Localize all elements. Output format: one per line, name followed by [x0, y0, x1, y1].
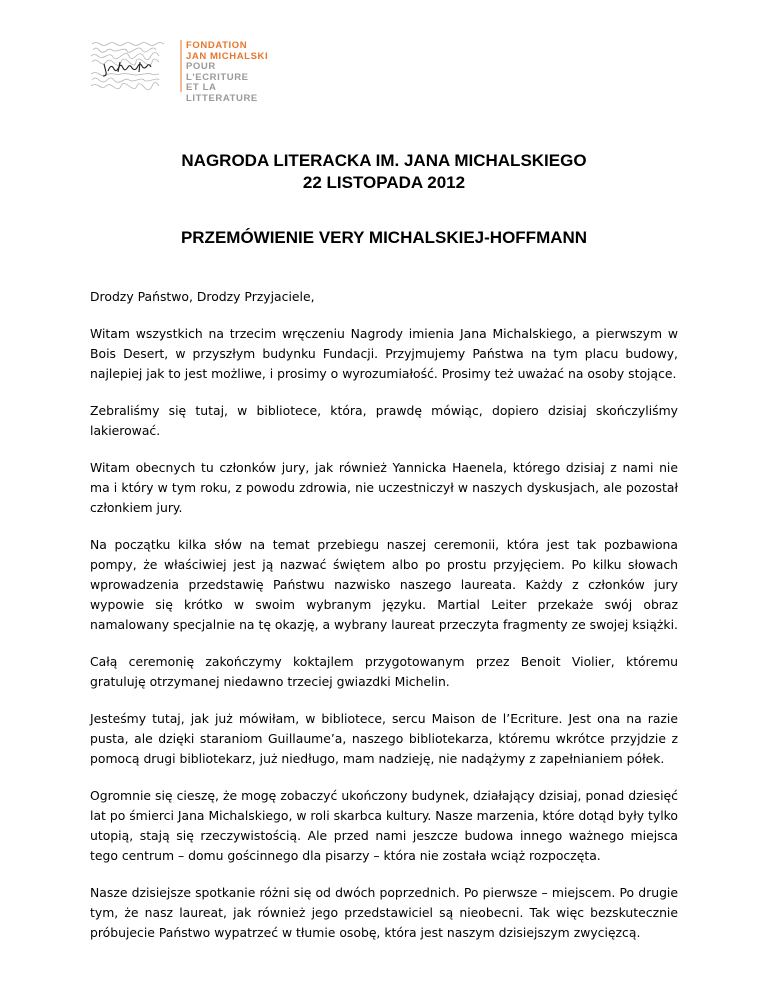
logo-text-line: FONDATION [186, 40, 248, 51]
paragraph-greeting: Drodzy Państwo, Drodzy Przyjaciele, [90, 289, 315, 304]
logo-text-line: L'ECRITURE [186, 71, 249, 83]
logo-text-line: ET LA [186, 82, 217, 93]
logo-text-line: LITTERATURE [186, 92, 258, 104]
document-subtitle: PRZEMÓWIENIE VERY MICHALSKIEJ-HOFFMANN [180, 228, 588, 247]
paragraph: Całą ceremonię zakończymy koktajlem przygotowanym przez Benoit Violier, któremu gratuluję otrzymanej niedawno trzeciej gwiazdki Michelin. [90, 654, 678, 689]
paragraph: Zebraliśmy się tutaj, w bibliotece, która, prawdę mówiąc, dopiero dzisiaj skończyliśmy lakierować. [90, 403, 678, 438]
paragraph: Na początku kilka słów na temat przebiegu naszej ceremonii, która jest tak pozbawiona pompy, że właściwiej jest ją nazwać świętem albo po prostu przyjęciem. Po kilku słowach wprowadzenia przedstawię Państwu nazwisko naszego laureata. Każdy z członków jury wypowie się krótko w swoim wybranym języku. Martial Leiter przekaże swój obraz namalowany specjalnie na tę okazję, a wybrany laureat przeczyta fragmenty ze swojej książki. [90, 537, 678, 632]
paragraph: Nasze dzisiejsze spotkanie różni się od dwóch poprzednich. Po pierwsze – miejscem. Po drugie tym, że nasz laureat, jak również jego przedstawiciel są nieobecni. Tak więc bezskutecznie próbujecie Państwo wypatrzeć w tłumie osobę, która jest naszym dzisiejszym zwycięzcą. [90, 885, 678, 940]
document-title: NAGRODA LITERACKA IM. JANA MICHALSKIEGO [181, 151, 587, 170]
foundation-logo [90, 40, 270, 104]
logo-text-line: POUR [186, 61, 216, 72]
paragraph: Jesteśmy tutaj, jak już mówiłam, w bibliotece, sercu Maison de l’Ecriture. Jest ona na razie pusta, ale dzięki staraniom Guillaume’a, naszego bibliotekarza, któremu wkrótce przyjdzie z pomocą drugi bibliotekarz, już niedługo, mam nadzieję, nie nadążymy z zapełnianiem półek. [90, 711, 678, 766]
logo-text-line: JAN MICHALSKI [186, 50, 269, 62]
paragraph: Witam wszystkich na trzecim wręczeniu Nagrody imienia Jana Michalskiego, a pierwszym w Bois Desert, w przyszłym budynku Fundacji. Przyjmujemy Państwa na tym placu budowy, najlepiej jak to jest możliwe, i prosimy o wyrozumiałość. Prosimy też uważać na osoby stojące. [90, 326, 678, 381]
paragraph: Ogromnie się cieszę, że mogę zobaczyć ukończony budynek, działający dzisiaj, ponad dziesięć lat po śmierci Jana Michalskiego, w roli skarbca kultury. Nasze marzenia, które dotąd były tylko utopią, stają się rzeczywistością. Ale przed nami jeszcze budowa innego ważnego miejsca tego centrum – domu gościnnego dla pisarzy – która nie została wciąż rozpoczęta. [90, 788, 678, 863]
handwriting-logo-icon [90, 40, 182, 92]
speech-body [90, 287, 678, 960]
foundation-name [186, 41, 268, 104]
document-date: 22 LISTOPADA 2012 [302, 173, 466, 192]
paragraph: Witam obecnych tu członków jury, jak również Yannicka Haenela, którego dzisiaj z nami nie ma i który w tym roku, z powodu zdrowia, nie uczestniczył w naszych dyskusjach, ale pozostał członkiem jury. [90, 460, 678, 515]
